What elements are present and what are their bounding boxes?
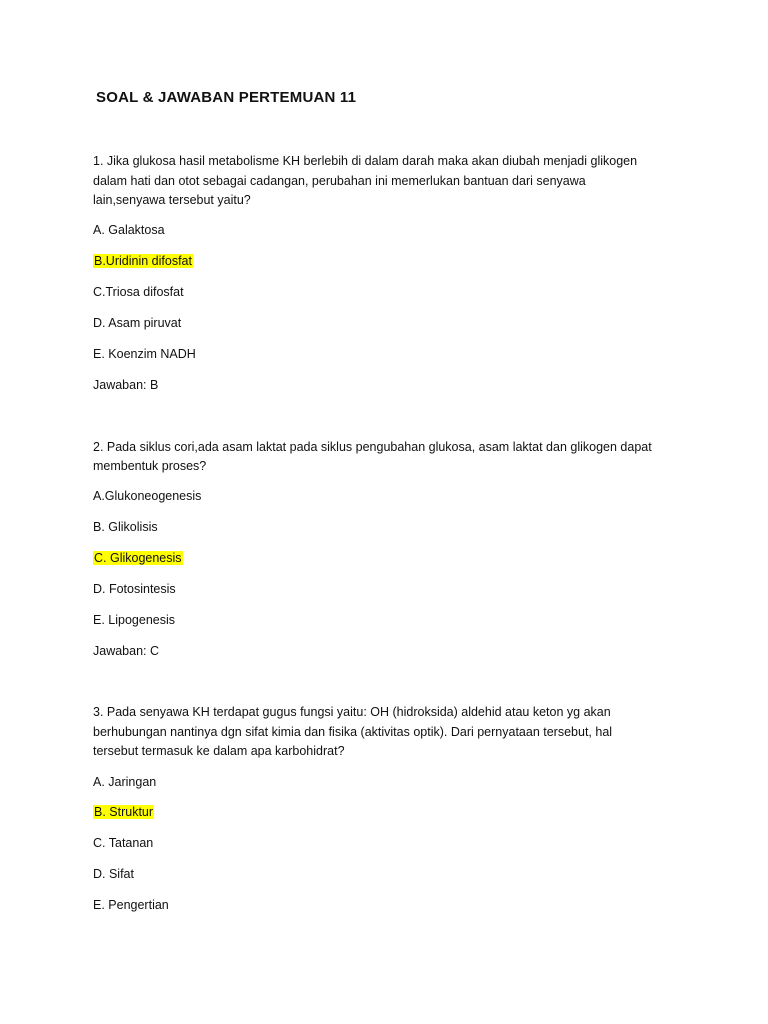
highlighted-answer: B.Uridinin difosfat: [94, 254, 192, 268]
question-2-option-b: B. Glikolisis: [93, 520, 158, 534]
question-3-option-c: C. Tatanan: [93, 836, 154, 850]
question-3-option-a: A. Jaringan: [93, 775, 157, 789]
question-3-line-3: tersebut termasuk ke dalam apa karbohidrat?: [93, 744, 345, 758]
question-1-line-1: 1. Jika glukosa hasil metabolisme KH berlebih di dalam darah maka akan diubah menjadi glikogen: [93, 154, 638, 168]
question-1-option-a: A. Galaktosa: [93, 223, 165, 237]
question-1-line-2: dalam hati dan otot sebagai cadangan, perubahan ini memerlukan bantuan dari senyawa: [93, 174, 586, 188]
highlighted-answer: C. Glikogenesis: [94, 551, 182, 565]
document-title: SOAL & JAWABAN PERTEMUAN 11: [96, 89, 357, 106]
question-2-answer: Jawaban: C: [93, 644, 160, 658]
question-3-line-2: berhubungan nantinya dgn sifat kimia dan fisika (aktivitas optik). Dari pernyataan tersebut, hal: [93, 725, 613, 739]
question-1-option-d: D. Asam piruvat: [93, 316, 182, 330]
question-1-answer: Jawaban: B: [93, 378, 159, 392]
question-1-line-3: lain,senyawa tersebut yaitu?: [93, 193, 251, 207]
question-2-option-a: A.Glukoneogenesis: [93, 489, 202, 503]
question-3-line-1: 3. Pada senyawa KH terdapat gugus fungsi yaitu: OH (hidroksida) aldehid atau keton yg akan: [93, 705, 611, 719]
question-2-option-e: E. Lipogenesis: [93, 613, 176, 627]
question-3-option-d: D. Sifat: [93, 867, 134, 881]
highlighted-answer: B. Struktur: [94, 805, 154, 819]
question-1-option-e: E. Koenzim NADH: [93, 347, 196, 361]
question-3-option-e: E. Pengertian: [93, 898, 169, 912]
question-2-line-2: membentuk proses?: [93, 459, 207, 473]
question-3-option-b: [93, 803, 154, 822]
question-2-option-c: [93, 549, 183, 568]
question-2-line-1: 2. Pada siklus cori,ada asam laktat pada siklus pengubahan glukosa, asam laktat dan glikogen dapat: [93, 440, 652, 454]
question-2-option-d: D. Fotosintesis: [93, 582, 176, 596]
question-1-option-c: C.Triosa difosfat: [93, 285, 184, 299]
question-1-option-b: [93, 252, 193, 271]
